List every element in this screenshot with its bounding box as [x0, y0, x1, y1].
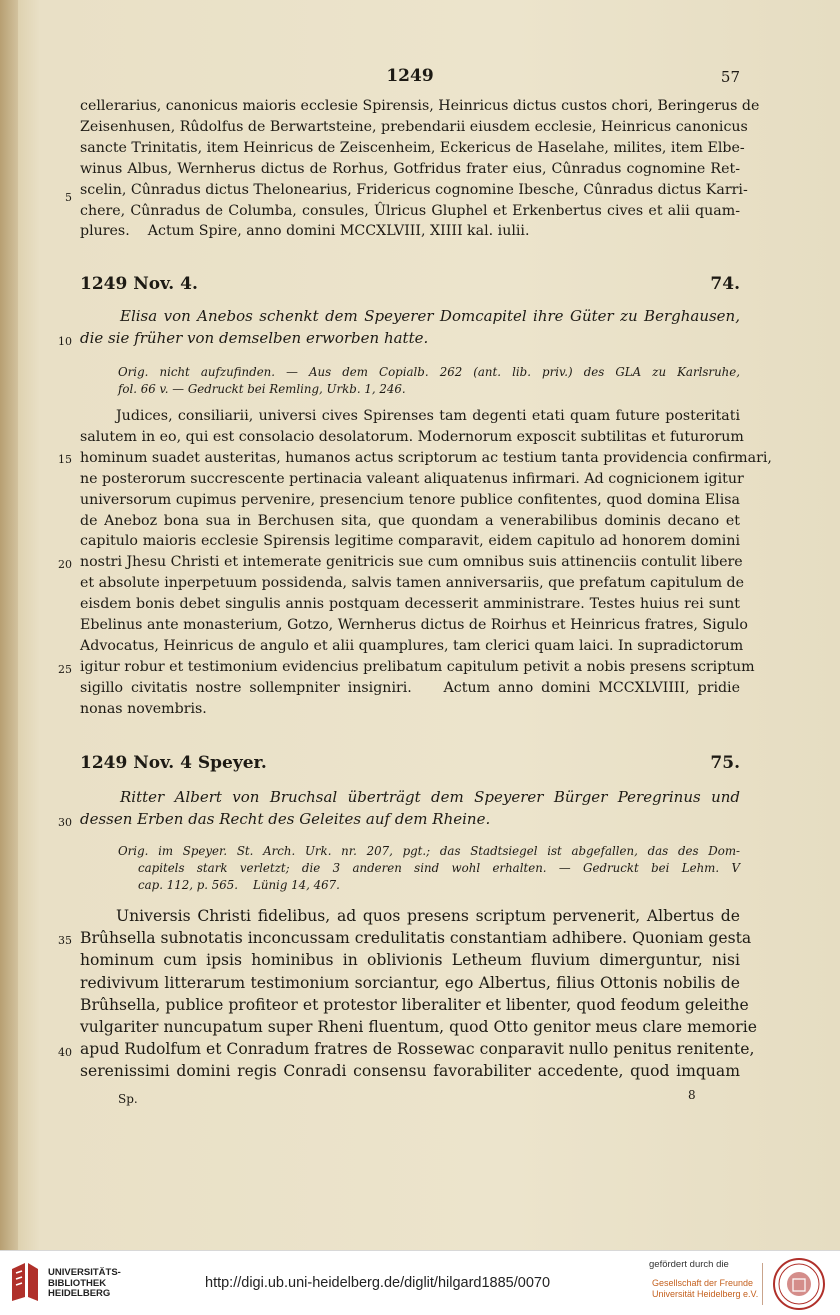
- text-line: salutem in eo, qui est consolacio desolatorum. Modernorum exposcit subtilitas et futurorum: [80, 428, 744, 445]
- document-74-date: 1249 Nov. 4.: [80, 274, 198, 294]
- text-line: igitur robur et testimonium evidencius prelibatum capitulum petivit a nobis presens scriptum: [80, 658, 755, 675]
- library-name-line: HEIDELBERG: [48, 1288, 111, 1299]
- header-year: 1249: [386, 66, 434, 86]
- text-line: vulgariter nuncupatum super Rheni fluentum, quod Otto genitor meus clare memorie: [80, 1018, 757, 1037]
- margin-line-number: 5: [65, 191, 72, 204]
- text-line: eisdem bonis debet singulis annis postquam decesserit amministrare. Testes huius rei sunt: [80, 596, 740, 613]
- document-75-number: 75.: [710, 753, 740, 773]
- document-75-text: [80, 905, 757, 1083]
- text-line: Universis Christi fidelibus, ad quos presens scriptum pervenerit, Albertus de: [116, 907, 740, 925]
- text-line: hominum suadet austeritas, humanos actus scriptorum ac testium tanta providencia confirmari,: [80, 449, 772, 466]
- signature-mark: Sp.: [118, 1092, 138, 1106]
- society-name: [652, 1278, 758, 1300]
- divider: [762, 1263, 763, 1305]
- text-line: serenissimi domini regis Conradi consensu favorabiliter accedente, quod imquam: [80, 1062, 740, 1081]
- library-name-line: UNIVERSITÄTS-: [48, 1267, 121, 1278]
- margin-line-number: 20: [58, 558, 72, 571]
- margin-line-number: 25: [58, 663, 72, 676]
- margin-line-number: 30: [58, 816, 72, 829]
- document-75-heading: [80, 753, 740, 777]
- text-line: nonas novembris.: [80, 700, 207, 717]
- page-number: 57: [720, 68, 740, 86]
- regest-line: die sie früher von demselben erworben hatte.: [80, 329, 429, 347]
- university-seal-icon: [772, 1257, 826, 1311]
- text-line: Judices, consiliarii, universi cives Spirenses tam degenti etati quam future posteritati: [116, 408, 740, 424]
- note-line: Orig. nicht aufzufinden. — Aus dem Copialb. 262 (ant. lib. priv.) des GLA zu Karlsruhe,: [118, 365, 740, 379]
- running-header: [80, 66, 740, 92]
- text-line: de Aneboz bona sua in Berchusen sita, que quondam a venerabilibus dominis decano et: [80, 512, 740, 529]
- text-line: universorum cupimus pervenire, presencium tenore publice confitentes, quod domina Elisa: [80, 491, 740, 508]
- note-line: cap. 112, p. 565. Lünig 14, 467.: [138, 878, 340, 892]
- document-75-date: 1249 Nov. 4 Speyer.: [80, 753, 267, 773]
- document-74-heading: [80, 274, 740, 298]
- society-name-line: Universität Heidelberg e.V.: [652, 1289, 759, 1299]
- text-line: Zeisenhusen, Rûdolfus de Berwartsteine, prebendarii eiusdem ecclesie, Heinricus canonicus: [80, 118, 748, 135]
- text-line: ne posterorum succrescente pertinacia valeant aliquatenus infirmari. Ad cognicionem igitur: [80, 470, 744, 487]
- text-line: Brûhsella, publice profiteor et protestor liberaliter et libenter, quod feodum geleithe: [80, 995, 749, 1014]
- document-74-source-note: [118, 364, 740, 398]
- note-line: fol. 66 v. — Gedruckt bei Remling, Urkb. 1, 246.: [118, 382, 406, 396]
- text-line: sancte Trinitatis, item Heinricus de Zeiscenheim, Eckericus de Haselahe, milites, item Elbe-: [80, 139, 745, 156]
- note-line: capitels stark verletzt; die 3 anderen sind wohl erhalten. — Gedruckt bei Lehm. V: [138, 861, 740, 875]
- document-74-text: [80, 406, 772, 720]
- library-name: [48, 1268, 121, 1300]
- text-line: et absolute inperpetuum possidenda, salvis tamen anniversariis, que prefatum capitulum de: [80, 575, 745, 592]
- margin-line-number: 35: [58, 934, 72, 947]
- society-name-line: Gesellschaft der Freunde: [652, 1278, 754, 1288]
- regest-line: dessen Erben das Recht des Geleites auf dem Rheine.: [80, 810, 491, 828]
- library-name-line: BIBLIOTHEK: [48, 1277, 107, 1289]
- margin-line-number: 40: [58, 1046, 72, 1059]
- text-line: cellerarius, canonicus maioris ecclesie Spirensis, Heinricus dictus custos chori, Beringerus de: [80, 98, 760, 114]
- text-line: plures. Actum Spire, anno domini MCCXLVIII, XIIII kal. iulii.: [80, 223, 530, 240]
- text-line: capitulo maioris ecclesie Spirensis legitime comparavit, eidem capitulo ad honorem domini: [80, 533, 740, 550]
- intro-paragraph: [80, 96, 760, 242]
- note-line: Orig. im Speyer. St. Arch. Urk. nr. 207, pgt.; das Stadtsiegel ist abgefallen, das des Dom-: [118, 844, 740, 858]
- document-74-number: 74.: [710, 274, 740, 294]
- text-line: apud Rudolfum et Conradum fratres de Rossewac conparavit nullo penitus renitente,: [80, 1040, 755, 1059]
- text-line: Ebelinus ante monasterium, Gotzo, Wernherus dictus de Roirhus et Heinricus fratres, Sigulo: [80, 617, 748, 634]
- funded-by-label: gefördert durch die: [649, 1259, 729, 1270]
- text-line: hominum cum ipsis hominibus in oblivionis Letheum fluvium dimerguntur, nisi: [80, 951, 740, 970]
- document-75-source-note: [118, 843, 740, 894]
- digitization-footer: [0, 1250, 840, 1315]
- margin-line-number: 15: [58, 453, 72, 466]
- text-line: chere, Cûnradus de Columba, consules, Ûlricus Gluphel et Erkenbertus cives et alii quam-: [80, 202, 740, 219]
- text-line: scelin, Cûnradus dictus Thelonearius, Fridericus cognomine Ibesche, Cûnradus dictus Karri-: [80, 181, 748, 198]
- regest-line: Ritter Albert von Bruchsal überträgt dem Speyerer Bürger Peregrinus und: [120, 788, 740, 806]
- regest-line: Elisa von Anebos schenkt dem Speyerer Domcapitel ihre Güter zu Berghausen,: [120, 307, 740, 325]
- text-line: Advocatus, Heinricus de angulo et alii quamplures, tam clerici quam laici. In supradictorum: [80, 637, 744, 654]
- permalink-url[interactable]: http://digi.ub.uni-heidelberg.de/diglit/hilgard1885/0070: [205, 1275, 551, 1291]
- book-spine-shadow: [0, 0, 18, 1250]
- ub-heidelberg-logo-icon: [8, 1261, 42, 1305]
- text-line: redivivum litterarum testimonium sorciantur, ego Albertus, filius Ottonis nobilis de: [80, 973, 740, 992]
- margin-line-number: 10: [58, 335, 72, 348]
- document-74-regest: [80, 305, 740, 349]
- text-line: Brûhsella subnotatis inconcussam credulitatis constantiam adhibere. Quoniam gesta: [80, 929, 752, 948]
- document-75-regest: [80, 786, 740, 830]
- text-line: nostri Jhesu Christi et intemerate genitricis sue cum omnibus suis attinenciis contulit libere: [80, 554, 743, 571]
- sheet-number: 8: [688, 1088, 696, 1102]
- text-line: winus Albus, Wernherus dictus de Rorhus, Gotfridus frater eius, Cûnradus cognomine Ret-: [80, 160, 740, 177]
- text-line: sigillo civitatis nostre sollempniter insigniri. Actum anno domini MCCXLVIIII, pridie: [80, 679, 740, 696]
